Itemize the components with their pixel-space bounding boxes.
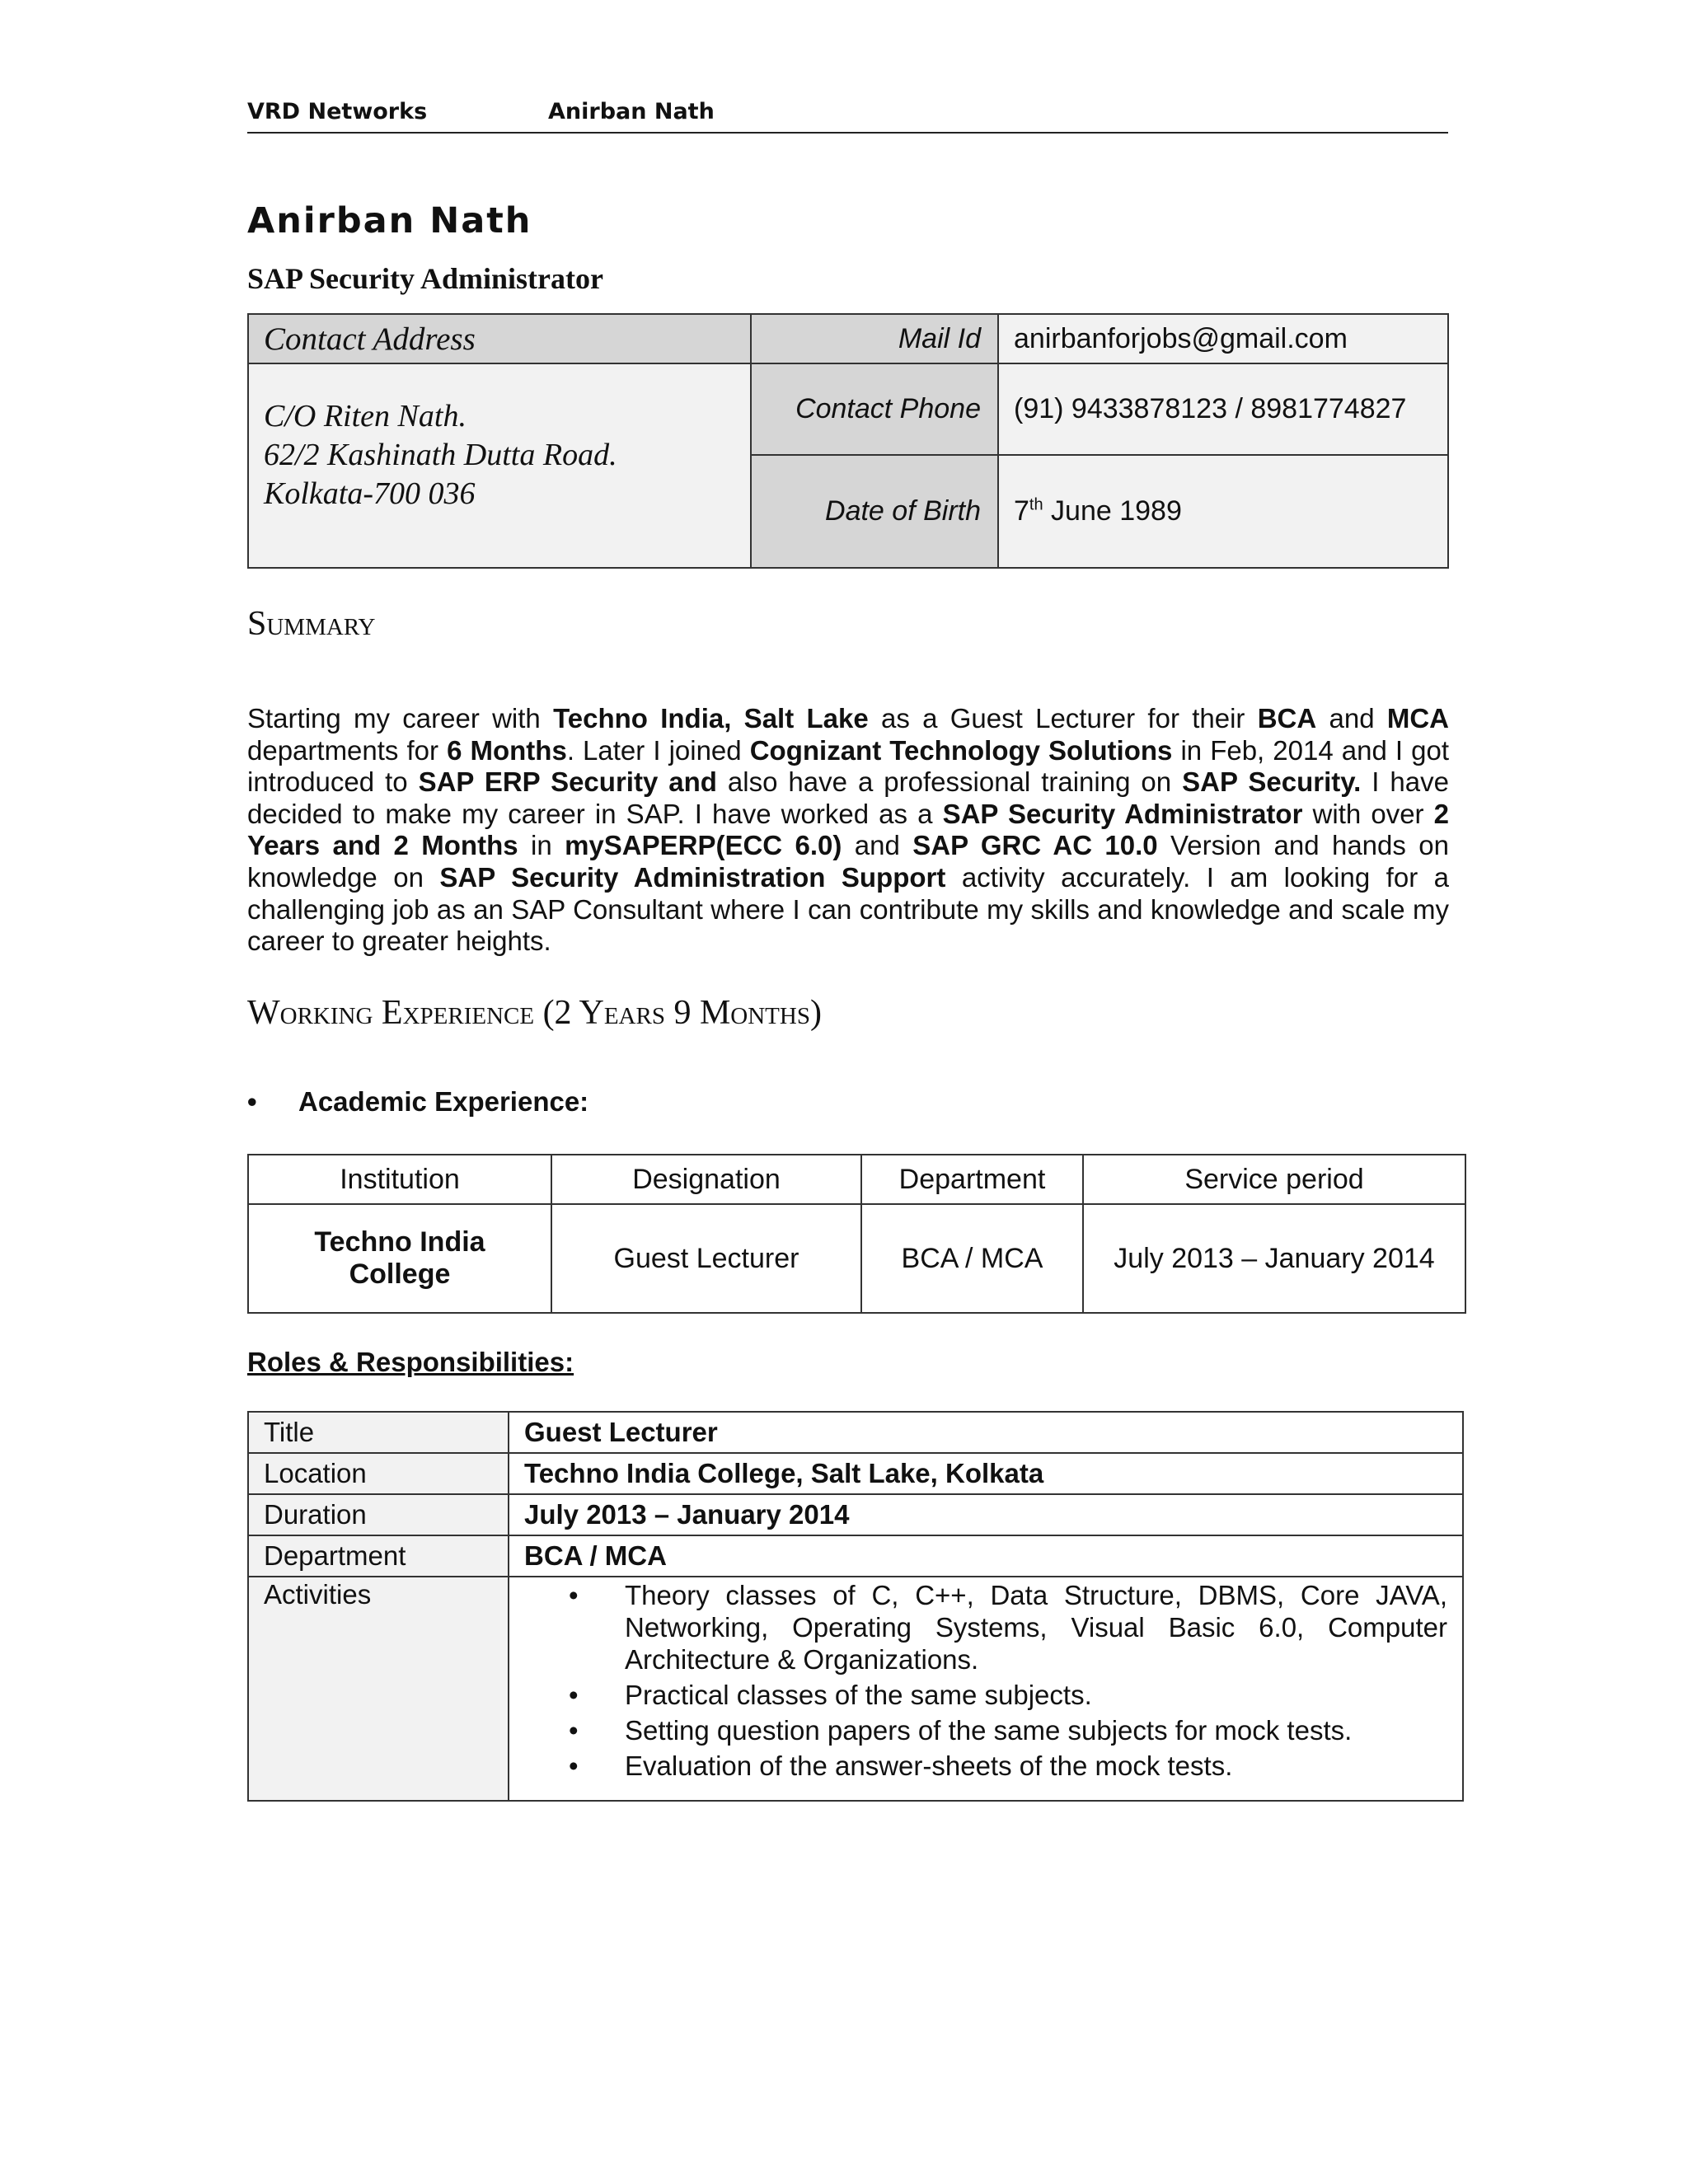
location-label: Location: [248, 1453, 509, 1494]
duration-value: July 2013 – January 2014: [509, 1494, 1463, 1535]
summary-segment: 2 Years and 2 Months: [247, 798, 1450, 861]
table-row: [248, 1412, 1463, 1453]
candidate-name: Anirban Nath: [247, 200, 532, 241]
mail-label: Mail Id: [751, 314, 998, 363]
summary-segment: MCA: [1386, 703, 1449, 733]
phone-value: (91) 9433878123 / 8981774827: [998, 363, 1448, 455]
institution-cell: Techno India College: [248, 1204, 551, 1313]
summary-segment: Cognizant Technology Solutions: [749, 734, 1173, 766]
activities-label: Activities: [248, 1577, 509, 1801]
department-cell: BCA / MCA: [861, 1204, 1083, 1313]
summary-segment: 6 Months: [447, 734, 567, 766]
department-label: Department: [248, 1535, 509, 1577]
summary-segment: departments for: [247, 734, 448, 766]
summary-segment: Starting my career with: [247, 703, 554, 733]
list-item: • Evaluation of the answer-sheets of the mock tests.: [509, 1750, 1447, 1782]
summary-segment: BCA: [1257, 703, 1317, 733]
table-row: [248, 1535, 1463, 1577]
duration-label: Duration: [248, 1494, 509, 1535]
list-item: • Theory classes of C, C++, Data Structure, DBMS, Core JAVA, Networking, Operating Systems, Visual Basic 6.0, Computer Architecture & Organizations.: [509, 1579, 1447, 1675]
summary-segment: Version and hands on knowledge on: [247, 830, 1449, 893]
summary-segment: in Feb, 2014 and I got introduced to: [247, 734, 1450, 798]
academic-table: [247, 1154, 1466, 1314]
experience-heading: Working Experience (2 Years 9 Months): [247, 994, 822, 1032]
column-header: Service period: [1083, 1155, 1465, 1204]
header-company: VRD Networks: [247, 99, 428, 124]
page-header: [247, 97, 1448, 134]
summary-segment: also have a professional training on: [716, 766, 1183, 798]
summary-segment: SAP Security Administration Support: [439, 861, 946, 893]
dob-value: 7th June 1989: [998, 455, 1448, 568]
table-row: [248, 1204, 1465, 1313]
summary-segment: activity accurately. I am looking for a challenging job as an SAP Consultant where I can contribute my skills and knowledge and scale my career to greater heights.: [247, 861, 1449, 957]
mail-value: anirbanforjobs@gmail.com: [998, 314, 1448, 363]
period-cell: July 2013 – January 2014: [1083, 1204, 1465, 1313]
summary-segment: SAP Security Administrator: [942, 798, 1303, 829]
list-item: • Setting question papers of the same subjects for mock tests.: [509, 1714, 1447, 1746]
contact-table: [247, 313, 1449, 569]
address-line: C/O Riten Nath.: [264, 399, 467, 434]
address-line: Kolkata-700 036: [264, 476, 476, 512]
activities-cell: [509, 1577, 1463, 1801]
summary-segment: and: [842, 830, 913, 861]
summary-segment: in: [518, 830, 565, 861]
list-item: • Practical classes of the same subjects.: [509, 1679, 1447, 1711]
summary-segment: . Later I joined: [566, 734, 750, 766]
roles-table: [247, 1411, 1464, 1802]
summary-segment: SAP GRC AC 10.0: [912, 830, 1158, 861]
location-value: Techno India College, Salt Lake, Kolkata: [509, 1453, 1463, 1494]
column-header: Institution: [248, 1155, 551, 1204]
summary-segment: SAP ERP Security and: [418, 766, 717, 798]
summary-segment: and: [1316, 703, 1387, 733]
title-label: Title: [248, 1412, 509, 1453]
designation-cell: Guest Lecturer: [551, 1204, 861, 1313]
summary-segment: Techno India, Salt Lake: [553, 703, 869, 733]
roles-heading: Roles & Responsibilities:: [247, 1347, 574, 1377]
summary-text: [247, 703, 1449, 958]
contact-address: [248, 363, 751, 568]
column-header: Designation: [551, 1155, 861, 1204]
department-value: BCA / MCA: [509, 1535, 1463, 1577]
dob-label: Date of Birth: [751, 455, 998, 568]
table-row: [248, 1577, 1463, 1801]
contact-address-label: Contact Address: [248, 314, 751, 363]
summary-segment: SAP Security.: [1182, 766, 1362, 798]
table-row: [248, 1453, 1463, 1494]
summary-segment: I have decided to make my career in SAP. I have worked as a: [247, 766, 1449, 829]
title-value: Guest Lecturer: [509, 1412, 1463, 1453]
header-name: Anirban Nath: [548, 99, 715, 124]
table-header-row: [248, 1155, 1465, 1204]
table-row: [248, 1494, 1463, 1535]
summary-segment: with over: [1302, 798, 1434, 829]
academic-experience-label: • Academic Experience:: [247, 1086, 589, 1117]
address-line: 62/2 Kashinath Dutta Road.: [264, 438, 617, 473]
phone-label: Contact Phone: [751, 363, 998, 455]
activities-list: [509, 1579, 1462, 1782]
summary-heading: Summary: [247, 605, 376, 643]
summary-segment: mySAPERP(ECC 6.0): [565, 830, 842, 861]
column-header: Department: [861, 1155, 1083, 1204]
summary-segment: as a Guest Lecturer for their: [868, 703, 1258, 733]
candidate-role: SAP Security Administrator: [247, 262, 603, 295]
